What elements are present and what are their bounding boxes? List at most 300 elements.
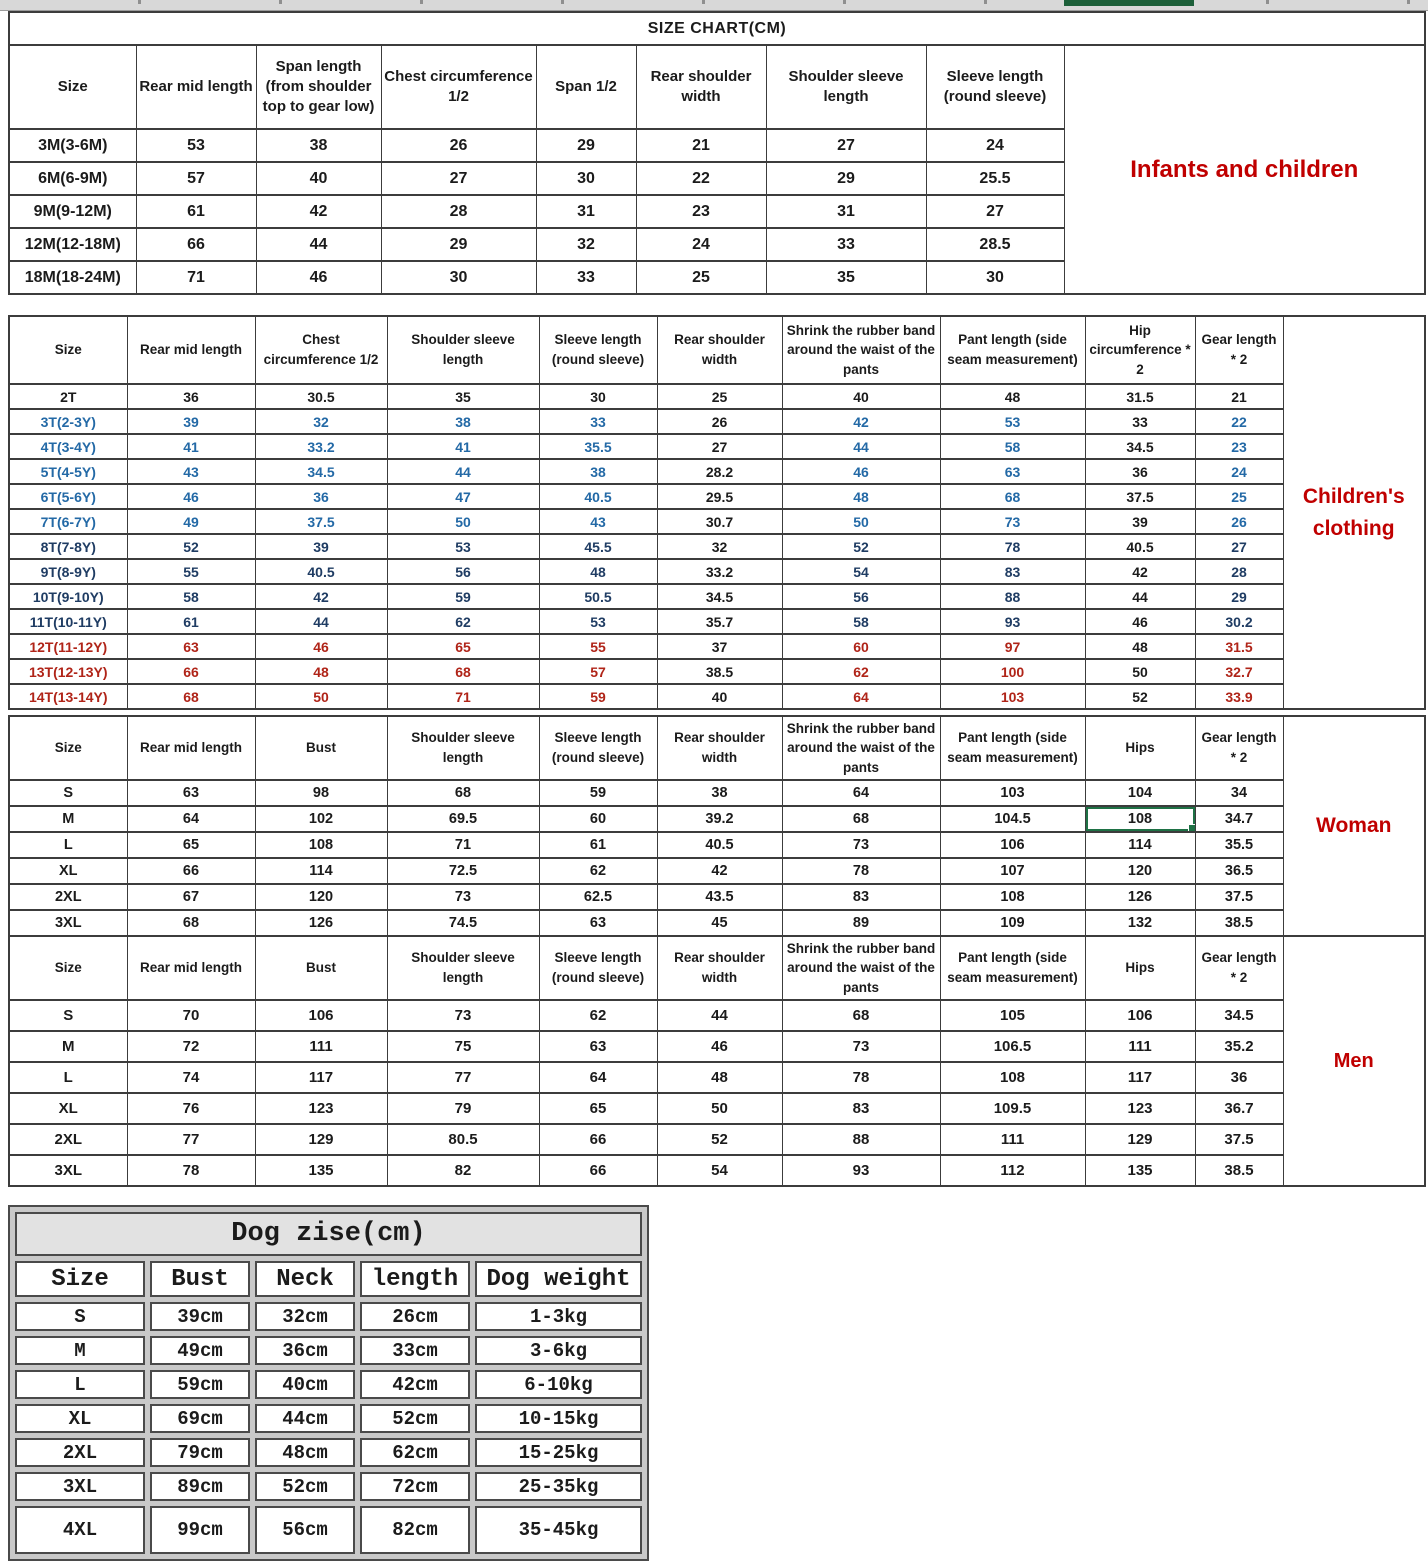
table-row bbox=[9, 459, 1425, 484]
cell: 33.2 bbox=[657, 559, 782, 584]
column-header: Dog weight bbox=[475, 1261, 642, 1297]
cell: 106 bbox=[940, 832, 1085, 858]
cell: 45.5 bbox=[539, 534, 657, 559]
cell: 48 bbox=[940, 384, 1085, 409]
cell: 6-10kg bbox=[475, 1370, 642, 1399]
cell: 44 bbox=[657, 1000, 782, 1031]
table-row bbox=[9, 559, 1425, 584]
column-header: Rear mid length bbox=[127, 716, 255, 780]
cell: 32.7 bbox=[1195, 659, 1283, 684]
cell: 64 bbox=[782, 780, 940, 806]
cell: 120 bbox=[1085, 858, 1195, 884]
table-row bbox=[9, 780, 1425, 806]
cell: 79 bbox=[387, 1093, 539, 1124]
table-row bbox=[15, 1506, 642, 1554]
size-cell: 10T(9-10Y) bbox=[9, 584, 127, 609]
cell: 37 bbox=[657, 634, 782, 659]
cell: 38.5 bbox=[657, 659, 782, 684]
cell: 108 bbox=[255, 832, 387, 858]
cell: 63 bbox=[127, 780, 255, 806]
column-header: Shoulder sleeve length bbox=[387, 316, 539, 384]
size-cell: L bbox=[9, 832, 127, 858]
cell: 25 bbox=[636, 261, 766, 294]
column-header: Size bbox=[9, 316, 127, 384]
cell: 68 bbox=[127, 910, 255, 936]
cell: 40 bbox=[657, 684, 782, 709]
cell: 108 bbox=[940, 1062, 1085, 1093]
title-row bbox=[15, 1212, 642, 1256]
header-row bbox=[9, 316, 1425, 384]
size-cell: 5T(4-5Y) bbox=[9, 459, 127, 484]
column-header: Sleeve length (round sleeve) bbox=[926, 45, 1064, 129]
cell: 39 bbox=[127, 409, 255, 434]
cell: 50 bbox=[782, 509, 940, 534]
cell: 78 bbox=[782, 1062, 940, 1093]
column-header: Chest circumference 1/2 bbox=[381, 45, 536, 129]
cell: 73 bbox=[782, 832, 940, 858]
cell: 38 bbox=[657, 780, 782, 806]
cell: 99cm bbox=[150, 1506, 250, 1554]
cell: 104.5 bbox=[940, 806, 1085, 832]
cell: 48 bbox=[782, 484, 940, 509]
cell: 26cm bbox=[360, 1302, 470, 1331]
column-header: Gear length * 2 bbox=[1195, 316, 1283, 384]
table-row bbox=[9, 910, 1425, 936]
column-header: Span length (from shoulder top to gear low) bbox=[256, 45, 381, 129]
size-cell: 4T(3-4Y) bbox=[9, 434, 127, 459]
cell: 53 bbox=[940, 409, 1085, 434]
cell: 54 bbox=[657, 1155, 782, 1186]
cell: 37.5 bbox=[1195, 1124, 1283, 1155]
cell: 68 bbox=[782, 1000, 940, 1031]
cell: 40cm bbox=[255, 1370, 355, 1399]
cell: 33.9 bbox=[1195, 684, 1283, 709]
cell: 32 bbox=[657, 534, 782, 559]
cell: 62 bbox=[539, 1000, 657, 1031]
cell: 30 bbox=[381, 261, 536, 294]
column-header: Rear shoulder width bbox=[657, 716, 782, 780]
cell: 73 bbox=[782, 1031, 940, 1062]
cell: 34.7 bbox=[1195, 806, 1283, 832]
cell: 45 bbox=[657, 910, 782, 936]
cell: 61 bbox=[136, 195, 256, 228]
column-header: Shrink the rubber band around the waist of the pants bbox=[782, 316, 940, 384]
cell: 76 bbox=[127, 1093, 255, 1124]
cell: 123 bbox=[255, 1093, 387, 1124]
cell: 107 bbox=[940, 858, 1085, 884]
cell: 98 bbox=[255, 780, 387, 806]
cell: 70 bbox=[127, 1000, 255, 1031]
cell: 34.5 bbox=[657, 584, 782, 609]
cell: 73 bbox=[940, 509, 1085, 534]
cell: 40 bbox=[256, 162, 381, 195]
cell: 71 bbox=[387, 684, 539, 709]
section-label: Children's clothing bbox=[1283, 316, 1425, 709]
column-header: Sleeve length (round sleeve) bbox=[539, 716, 657, 780]
cell: 37.5 bbox=[255, 509, 387, 534]
cell: 67 bbox=[127, 884, 255, 910]
dog-size-table bbox=[8, 1205, 649, 1561]
cell: 42 bbox=[256, 195, 381, 228]
cell: 72.5 bbox=[387, 858, 539, 884]
column-header: Sleeve length (round sleeve) bbox=[539, 936, 657, 1000]
table-row bbox=[9, 609, 1425, 634]
cell: 57 bbox=[539, 659, 657, 684]
cell: 74 bbox=[127, 1062, 255, 1093]
cell: 59 bbox=[539, 684, 657, 709]
cell: 28 bbox=[1195, 559, 1283, 584]
cell: 62 bbox=[387, 609, 539, 634]
cell: 32 bbox=[536, 228, 636, 261]
cell: 38 bbox=[539, 459, 657, 484]
column-header: Hip circumference * 2 bbox=[1085, 316, 1195, 384]
cell: 31 bbox=[536, 195, 636, 228]
cell: 30.2 bbox=[1195, 609, 1283, 634]
cell: 44 bbox=[782, 434, 940, 459]
cell: 60 bbox=[782, 634, 940, 659]
cell: 48 bbox=[657, 1062, 782, 1093]
cell: 33 bbox=[766, 228, 926, 261]
cell: 56cm bbox=[255, 1506, 355, 1554]
cell: 42cm bbox=[360, 1370, 470, 1399]
cell: 69cm bbox=[150, 1404, 250, 1433]
column-header: Size bbox=[9, 936, 127, 1000]
cell: 29.5 bbox=[657, 484, 782, 509]
cell: 42 bbox=[657, 858, 782, 884]
cell: 33 bbox=[536, 261, 636, 294]
cell: 22 bbox=[1195, 409, 1283, 434]
cell: 49cm bbox=[150, 1336, 250, 1365]
cell: 10-15kg bbox=[475, 1404, 642, 1433]
size-cell: 14T(13-14Y) bbox=[9, 684, 127, 709]
cell: 89cm bbox=[150, 1472, 250, 1501]
table-row bbox=[9, 534, 1425, 559]
cell: 63 bbox=[127, 634, 255, 659]
size-cell: L bbox=[15, 1370, 145, 1399]
section-label: Men bbox=[1283, 936, 1425, 1186]
cell: 22 bbox=[636, 162, 766, 195]
cell: 53 bbox=[136, 129, 256, 162]
size-cell: 18M(18-24M) bbox=[9, 261, 136, 294]
cell: 27 bbox=[657, 434, 782, 459]
cell: 64 bbox=[127, 806, 255, 832]
cell: 104 bbox=[1085, 780, 1195, 806]
column-header: Rear mid length bbox=[127, 316, 255, 384]
selected-cell[interactable]: 108 bbox=[1085, 806, 1195, 832]
cell: 27 bbox=[1195, 534, 1283, 559]
cell: 46 bbox=[1085, 609, 1195, 634]
cell: 39cm bbox=[150, 1302, 250, 1331]
cell: 50 bbox=[255, 684, 387, 709]
cell: 31.5 bbox=[1195, 634, 1283, 659]
cell: 58 bbox=[782, 609, 940, 634]
cell: 44 bbox=[255, 609, 387, 634]
cell: 46 bbox=[255, 634, 387, 659]
cell: 71 bbox=[136, 261, 256, 294]
table-row bbox=[9, 884, 1425, 910]
cell: 30 bbox=[539, 384, 657, 409]
cell: 64 bbox=[782, 684, 940, 709]
cell: 78 bbox=[127, 1155, 255, 1186]
cell: 89 bbox=[782, 910, 940, 936]
cell: 27 bbox=[766, 129, 926, 162]
table-row bbox=[9, 484, 1425, 509]
column-header: Pant length (side seam measurement) bbox=[940, 936, 1085, 1000]
cell: 63 bbox=[940, 459, 1085, 484]
cell: 35 bbox=[766, 261, 926, 294]
cell: 82cm bbox=[360, 1506, 470, 1554]
column-header: Pant length (side seam measurement) bbox=[940, 316, 1085, 384]
cell: 49 bbox=[127, 509, 255, 534]
table-row bbox=[15, 1302, 642, 1331]
cell: 129 bbox=[1085, 1124, 1195, 1155]
size-cell: XL bbox=[15, 1404, 145, 1433]
cell: 39 bbox=[255, 534, 387, 559]
table-row bbox=[15, 1438, 642, 1467]
cell: 52 bbox=[782, 534, 940, 559]
cell: 59 bbox=[539, 780, 657, 806]
column-header: Shoulder sleeve length bbox=[766, 45, 926, 129]
cell: 36 bbox=[127, 384, 255, 409]
cell: 35.5 bbox=[539, 434, 657, 459]
cell: 65 bbox=[539, 1093, 657, 1124]
cell: 50.5 bbox=[539, 584, 657, 609]
cell: 44 bbox=[256, 228, 381, 261]
size-cell: 3XL bbox=[15, 1472, 145, 1501]
table-row bbox=[9, 659, 1425, 684]
cell: 59 bbox=[387, 584, 539, 609]
cell: 36 bbox=[1085, 459, 1195, 484]
column-header: Sleeve length (round sleeve) bbox=[539, 316, 657, 384]
cell: 56 bbox=[387, 559, 539, 584]
cell: 37.5 bbox=[1195, 884, 1283, 910]
cell: 25.5 bbox=[926, 162, 1064, 195]
cell: 50 bbox=[657, 1093, 782, 1124]
cell: 123 bbox=[1085, 1093, 1195, 1124]
cell: 46 bbox=[256, 261, 381, 294]
cell: 106 bbox=[255, 1000, 387, 1031]
size-cell: 2T bbox=[9, 384, 127, 409]
section-label: Woman bbox=[1283, 716, 1425, 936]
cell: 36 bbox=[255, 484, 387, 509]
cell: 132 bbox=[1085, 910, 1195, 936]
cell: 40.5 bbox=[657, 832, 782, 858]
cell: 135 bbox=[1085, 1155, 1195, 1186]
cell: 66 bbox=[136, 228, 256, 261]
cell: 105 bbox=[940, 1000, 1085, 1031]
cell: 34.5 bbox=[1195, 1000, 1283, 1031]
cell: 112 bbox=[940, 1155, 1085, 1186]
cell: 25 bbox=[657, 384, 782, 409]
cell: 43.5 bbox=[657, 884, 782, 910]
cell: 23 bbox=[636, 195, 766, 228]
cell: 42 bbox=[782, 409, 940, 434]
cell: 61 bbox=[539, 832, 657, 858]
cell: 28 bbox=[381, 195, 536, 228]
cell: 32 bbox=[255, 409, 387, 434]
cell: 25-35kg bbox=[475, 1472, 642, 1501]
cell: 35 bbox=[387, 384, 539, 409]
size-cell: 12M(12-18M) bbox=[9, 228, 136, 261]
cell: 34.5 bbox=[1085, 434, 1195, 459]
cell: 26 bbox=[657, 409, 782, 434]
cell: 26 bbox=[1195, 509, 1283, 534]
cell: 80.5 bbox=[387, 1124, 539, 1155]
cell: 29 bbox=[381, 228, 536, 261]
cell: 68 bbox=[387, 659, 539, 684]
cell: 29 bbox=[766, 162, 926, 195]
cell: 41 bbox=[387, 434, 539, 459]
cell: 41 bbox=[127, 434, 255, 459]
cell: 38.5 bbox=[1195, 910, 1283, 936]
cell: 27 bbox=[926, 195, 1064, 228]
cell: 36 bbox=[1195, 1062, 1283, 1093]
table-row bbox=[9, 384, 1425, 409]
header-row bbox=[9, 716, 1425, 780]
cell: 37.5 bbox=[1085, 484, 1195, 509]
table-row bbox=[9, 434, 1425, 459]
table-row bbox=[9, 858, 1425, 884]
column-header: Size bbox=[9, 716, 127, 780]
cell: 53 bbox=[539, 609, 657, 634]
column-header: Shoulder sleeve length bbox=[387, 716, 539, 780]
cell: 102 bbox=[255, 806, 387, 832]
title-row bbox=[9, 12, 1425, 45]
cell: 55 bbox=[127, 559, 255, 584]
table-row bbox=[9, 1062, 1425, 1093]
size-chart-title: SIZE CHART(CM) bbox=[9, 12, 1425, 45]
size-cell: S bbox=[15, 1302, 145, 1331]
spreadsheet-top-edge bbox=[0, 0, 1428, 11]
table-row bbox=[9, 584, 1425, 609]
cell: 62cm bbox=[360, 1438, 470, 1467]
cell: 83 bbox=[782, 884, 940, 910]
cell: 24 bbox=[926, 129, 1064, 162]
size-cell: S bbox=[9, 780, 127, 806]
cell: 77 bbox=[387, 1062, 539, 1093]
column-header: Hips bbox=[1085, 936, 1195, 1000]
cell: 66 bbox=[127, 858, 255, 884]
header-row bbox=[15, 1261, 642, 1297]
cell: 103 bbox=[940, 684, 1085, 709]
header-row bbox=[9, 45, 1425, 129]
cell: 82 bbox=[387, 1155, 539, 1186]
table-row bbox=[9, 832, 1425, 858]
cell: 97 bbox=[940, 634, 1085, 659]
column-header: Rear shoulder width bbox=[657, 936, 782, 1000]
cell: 35.5 bbox=[1195, 832, 1283, 858]
table-row bbox=[9, 634, 1425, 659]
cell: 28.2 bbox=[657, 459, 782, 484]
cell: 21 bbox=[1195, 384, 1283, 409]
cell: 108 bbox=[940, 884, 1085, 910]
cell: 64 bbox=[539, 1062, 657, 1093]
column-header: Size bbox=[9, 45, 136, 129]
cell: 68 bbox=[387, 780, 539, 806]
size-cell: 3T(2-3Y) bbox=[9, 409, 127, 434]
column-header: Bust bbox=[255, 716, 387, 780]
cell: 57 bbox=[136, 162, 256, 195]
size-cell: 2XL bbox=[9, 884, 127, 910]
section-label: Infants and children bbox=[1064, 45, 1425, 294]
cell: 3-6kg bbox=[475, 1336, 642, 1365]
column-header: Chest circumference 1/2 bbox=[255, 316, 387, 384]
cell: 33 bbox=[539, 409, 657, 434]
table-row bbox=[9, 1000, 1425, 1031]
cell: 30 bbox=[926, 261, 1064, 294]
cell: 109.5 bbox=[940, 1093, 1085, 1124]
cell: 135 bbox=[255, 1155, 387, 1186]
column-header: Rear shoulder width bbox=[657, 316, 782, 384]
cell: 15-25kg bbox=[475, 1438, 642, 1467]
cell: 36.5 bbox=[1195, 858, 1283, 884]
cell: 35-45kg bbox=[475, 1506, 642, 1554]
cell: 63 bbox=[539, 910, 657, 936]
cell: 83 bbox=[782, 1093, 940, 1124]
table-row bbox=[9, 1124, 1425, 1155]
cell: 93 bbox=[940, 609, 1085, 634]
column-header: Gear length * 2 bbox=[1195, 716, 1283, 780]
cell: 111 bbox=[940, 1124, 1085, 1155]
cell: 42 bbox=[255, 584, 387, 609]
cell: 53 bbox=[387, 534, 539, 559]
cell: 68 bbox=[782, 806, 940, 832]
cell: 21 bbox=[636, 129, 766, 162]
column-header: Shoulder sleeve length bbox=[387, 936, 539, 1000]
cell: 60 bbox=[539, 806, 657, 832]
column-header: Rear mid length bbox=[136, 45, 256, 129]
size-cell: 11T(10-11Y) bbox=[9, 609, 127, 634]
cell: 61 bbox=[127, 609, 255, 634]
table-row bbox=[15, 1472, 642, 1501]
cell: 43 bbox=[127, 459, 255, 484]
size-cell: M bbox=[9, 806, 127, 832]
cell: 36cm bbox=[255, 1336, 355, 1365]
cell: 48cm bbox=[255, 1438, 355, 1467]
size-cell: M bbox=[15, 1336, 145, 1365]
size-cell: 3XL bbox=[9, 910, 127, 936]
cell: 109 bbox=[940, 910, 1085, 936]
cell: 38.5 bbox=[1195, 1155, 1283, 1186]
cell: 40 bbox=[782, 384, 940, 409]
size-cell: 12T(11-12Y) bbox=[9, 634, 127, 659]
column-header: Shrink the rubber band around the waist of the pants bbox=[782, 716, 940, 780]
cell: 40.5 bbox=[255, 559, 387, 584]
cell: 117 bbox=[1085, 1062, 1195, 1093]
size-cell: XL bbox=[9, 858, 127, 884]
table-row bbox=[15, 1404, 642, 1433]
size-cell: 2XL bbox=[9, 1124, 127, 1155]
cell: 36.7 bbox=[1195, 1093, 1283, 1124]
cell: 31.5 bbox=[1085, 384, 1195, 409]
cell: 40.5 bbox=[1085, 534, 1195, 559]
cell: 48 bbox=[255, 659, 387, 684]
table-row bbox=[9, 409, 1425, 434]
cell: 44 bbox=[387, 459, 539, 484]
cell: 52 bbox=[127, 534, 255, 559]
column-header: Span 1/2 bbox=[536, 45, 636, 129]
cell: 66 bbox=[539, 1124, 657, 1155]
cell: 52cm bbox=[255, 1472, 355, 1501]
cell: 34 bbox=[1195, 780, 1283, 806]
cell: 34.5 bbox=[255, 459, 387, 484]
cell: 88 bbox=[782, 1124, 940, 1155]
dog-chart-title: Dog zise(cm) bbox=[15, 1212, 642, 1256]
cell: 52 bbox=[657, 1124, 782, 1155]
table-row bbox=[15, 1370, 642, 1399]
cell: 35.2 bbox=[1195, 1031, 1283, 1062]
cell: 24 bbox=[636, 228, 766, 261]
